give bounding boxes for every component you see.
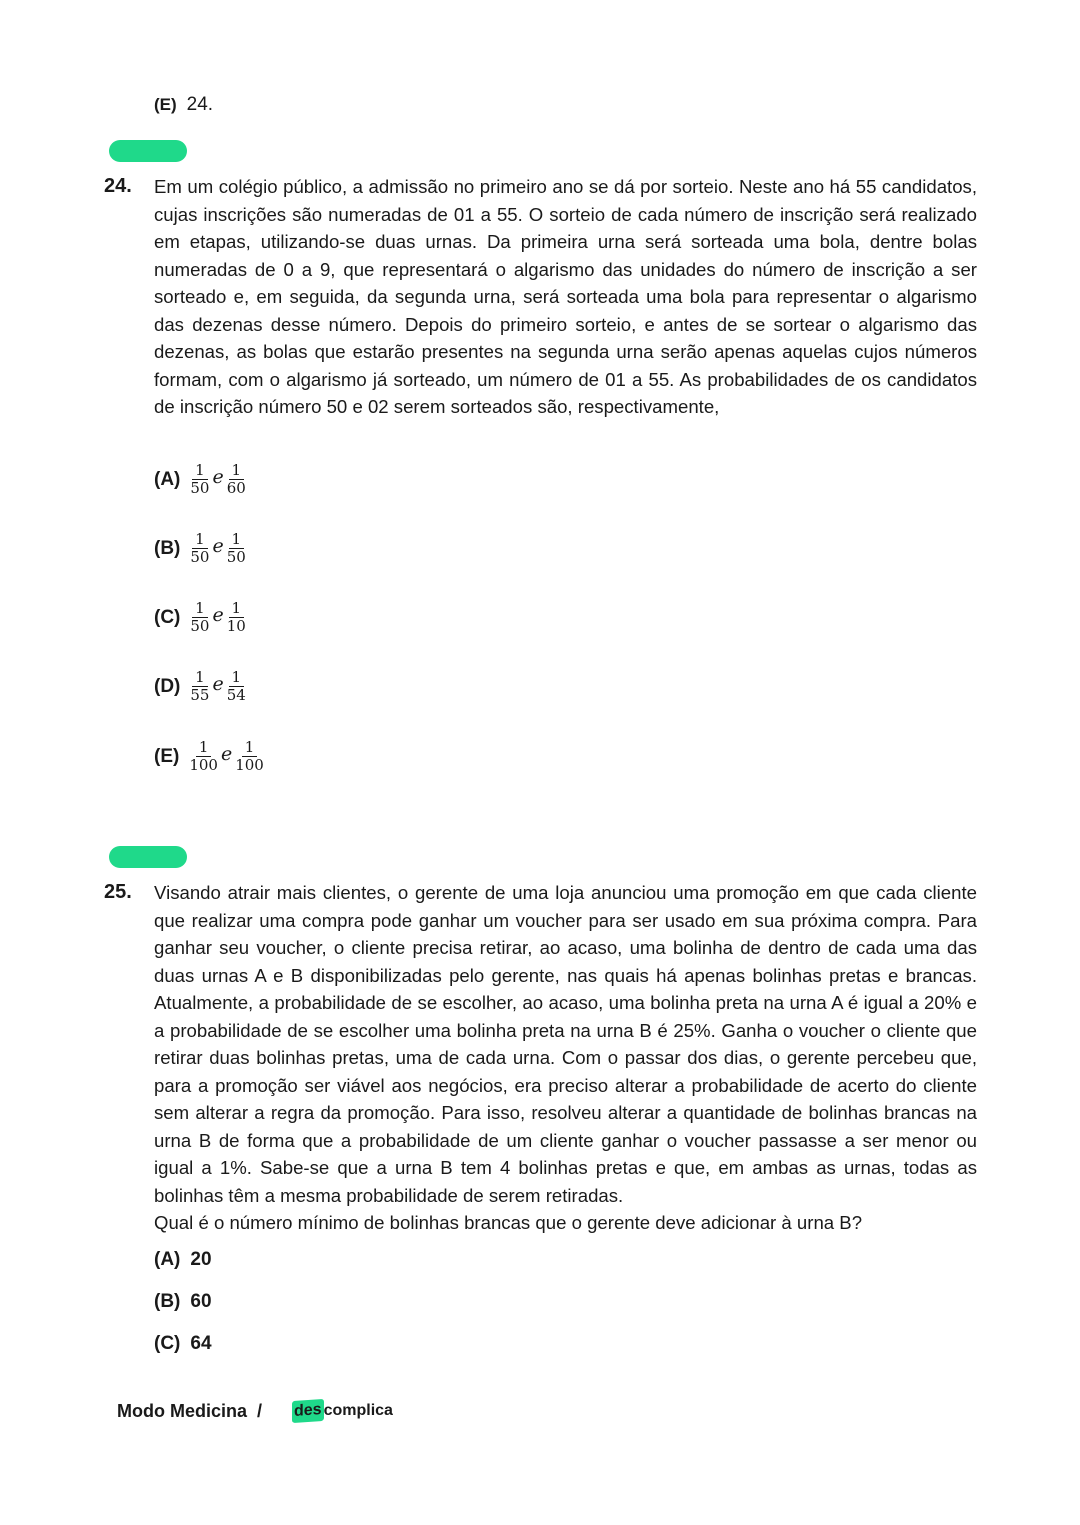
footer-title: Modo Medicina (117, 1400, 247, 1421)
denominator: 50 (190, 479, 210, 497)
question-text: Visando atrair mais clientes, o gerente de uma loja anunciou uma promoção em que cada cliente que realizar uma compra pode ganhar um voucher para ser usado em sua próxima compra. Para ganhar seu voucher, o cliente precisa retirar, ao acaso, uma bolinha de dentro de cada uma das duas urnas A e B disponibilizadas pelo gerente, nas quais há apenas bolinhas pretas e brancas. Atualmente, a probabilidade de se escolher, ao acaso, uma bolinha preta na urna A é igual a 20% e a probabilidade de se escolher uma bolinha preta na urna B é 25%. Ganha o voucher o cliente que retirar duas bolinhas pretas, uma de cada urna. Com o passar dos dias, o gerente percebeu que, para a promoção ser viável aos negócios, era preciso alterar a probabilidade de acerto do cliente sem alterar a regra da promoção. Para isso, resolveu alterar a quantidade de bolinhas brancas na urna B de forma que a probabilidade de um cliente ganhar o voucher passasse a ser menor ou igual a 1%. Sabe-se que a urna B tem 4 bolinhas pretas e que, em ambas as urnas, todas as bolinhas têm a mesma probabilidade de serem retiradas. (154, 882, 977, 1206)
conjunction: e (220, 742, 233, 765)
denominator: 50 (190, 617, 210, 635)
option-b[interactable] (154, 531, 246, 566)
numerator: 1 (192, 531, 208, 549)
denominator: 50 (226, 548, 246, 566)
option-label: (A) (154, 1249, 181, 1270)
numerator: 1 (192, 600, 208, 618)
question-number: 24. (104, 175, 132, 197)
fraction (190, 669, 209, 704)
denominator: 60 (226, 479, 246, 497)
option-label: (D) (154, 675, 181, 697)
conjunction: e (212, 672, 224, 695)
footer (117, 1400, 393, 1422)
denominator: 10 (226, 617, 246, 635)
fraction (235, 739, 264, 774)
option-e[interactable] (154, 739, 264, 774)
denominator: 100 (235, 756, 264, 774)
footer-slash: / (257, 1400, 263, 1421)
numerator: 1 (242, 739, 258, 757)
option-text: 24. (186, 94, 214, 115)
conjunction: e (212, 465, 224, 488)
fraction (190, 462, 209, 497)
fraction (190, 531, 209, 566)
option-c[interactable] (154, 600, 246, 635)
question-tag-pill (109, 140, 187, 162)
option-b[interactable] (154, 1291, 212, 1313)
question-prompt: Qual é o número mínimo de bolinhas brancas que o gerente deve adicionar à urna B? (154, 1212, 863, 1233)
option-label: (C) (154, 606, 181, 628)
option-label: (B) (154, 537, 181, 559)
option-d[interactable] (154, 669, 246, 704)
previous-option-e (154, 94, 213, 116)
conjunction: e (212, 534, 224, 557)
question-tag-pill (109, 846, 187, 868)
option-label: (A) (154, 468, 181, 490)
logo-rest: complica (323, 1402, 393, 1419)
conjunction: e (212, 603, 224, 626)
numerator: 1 (229, 669, 245, 687)
option-label: (E) (154, 745, 180, 767)
option-text: 64 (190, 1333, 212, 1354)
descomplica-logo (292, 1400, 393, 1422)
numerator: 1 (229, 462, 245, 480)
option-label: (E) (154, 95, 177, 114)
fraction (227, 531, 246, 566)
option-a[interactable] (154, 1249, 212, 1271)
denominator: 50 (190, 548, 210, 566)
option-text: 60 (190, 1291, 212, 1312)
question-text: Em um colégio público, a admissão no primeiro ano se dá por sorteio. Neste ano há 55 candidatos, cujas inscrições são numeradas de 01 a 55. O sorteio de cada número de inscrição será realizado em etapas, utilizando-se duas urnas. Da primeira urna será sorteada uma bola, dentre bolas numeradas de 0 a 9, que representará o algarismo das unidades do número de inscrição a ser sorteado e, em seguida, da segunda urna, será sorteada uma bola para representar o algarismo das dezenas desse número. Depois do primeiro sorteio, e antes de se sortear o algarismo das dezenas, as bolas que estarão presentes na segunda urna serão apenas aquelas cujos números formam, com o algarismo já sorteado, um número de 01 a 55. As probabilidades de os candidatos de inscrição número 50 e 02 serem sorteados são, respectivamente, (154, 176, 977, 417)
question-number: 25. (104, 881, 132, 903)
option-a[interactable] (154, 462, 246, 497)
logo-des: des (292, 1399, 324, 1423)
denominator: 54 (226, 686, 246, 704)
denominator: 100 (189, 756, 218, 774)
numerator: 1 (192, 462, 208, 480)
numerator: 1 (229, 531, 245, 549)
option-text: 20 (190, 1249, 212, 1270)
denominator: 55 (190, 686, 210, 704)
fraction (227, 600, 246, 635)
numerator: 1 (229, 600, 245, 618)
fraction (227, 669, 246, 704)
option-label: (C) (154, 1333, 181, 1354)
numerator: 1 (192, 669, 208, 687)
fraction (189, 739, 218, 774)
numerator: 1 (196, 739, 212, 757)
option-c[interactable] (154, 1333, 212, 1355)
fraction (190, 600, 209, 635)
option-label: (B) (154, 1291, 181, 1312)
fraction (227, 462, 246, 497)
